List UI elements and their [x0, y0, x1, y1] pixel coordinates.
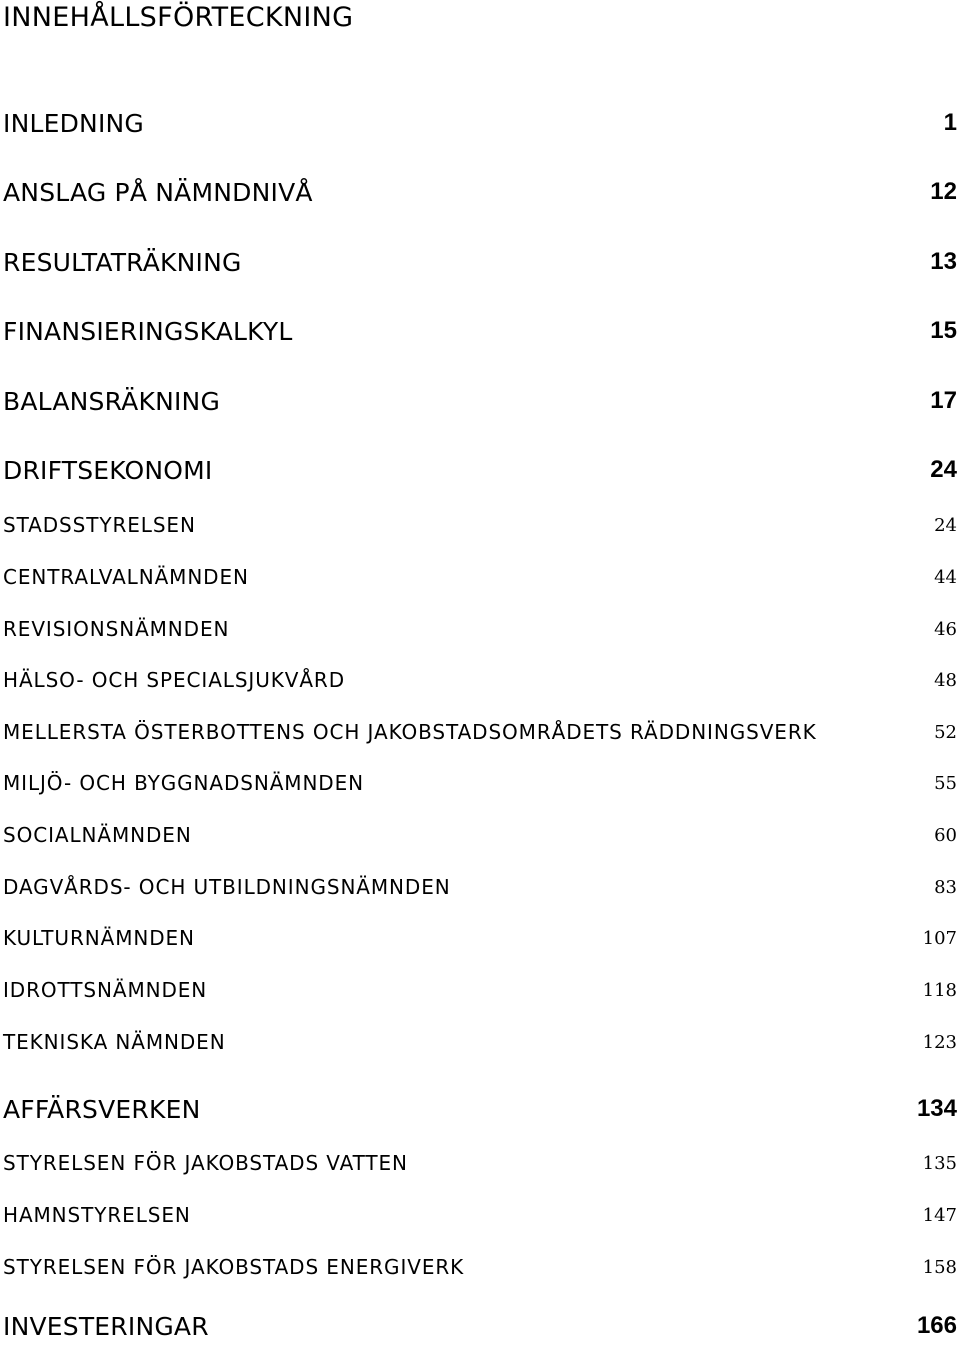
toc-entry-page: 1 — [943, 109, 957, 136]
toc-entry-page: 107 — [922, 927, 957, 949]
toc-entry[interactable] — [3, 815, 957, 855]
toc-entry-page: 135 — [922, 1152, 957, 1174]
toc-entry-page: 24 — [930, 456, 957, 483]
page-title: INNEHÅLLSFÖRTECKNING — [3, 2, 354, 33]
toc-entry[interactable] — [3, 450, 957, 490]
toc-entry-label: INLEDNING — [3, 108, 144, 138]
toc-entry-page: 118 — [922, 979, 957, 1001]
toc-entry-page: 83 — [934, 876, 957, 898]
toc-entry-label: CENTRALVALNÄMNDEN — [3, 565, 249, 589]
toc-entry-page: 24 — [934, 514, 957, 536]
toc-entry-page: 15 — [930, 317, 957, 344]
toc-entry-label: HÄLSO- OCH SPECIALSJUKVÅRD — [3, 668, 346, 692]
toc-entry[interactable] — [3, 918, 957, 958]
toc-entry-label: REVISIONSNÄMNDEN — [3, 617, 230, 641]
toc-entry-label: DRIFTSEKONOMI — [3, 455, 213, 485]
toc-entry-page: 44 — [934, 566, 957, 588]
toc-entry-label: KULTURNÄMNDEN — [3, 926, 195, 950]
toc-entry-page: 13 — [930, 248, 957, 275]
toc-entry-label: MELLERSTA ÖSTERBOTTENS OCH JAKOBSTADSOMRÅDETS RÄDDNINGSVERK — [3, 720, 817, 744]
toc-entry-page: 60 — [934, 824, 957, 846]
toc-entry-label: STADSSTYRELSEN — [3, 513, 196, 537]
toc-entry-label: STYRELSEN FÖR JAKOBSTADS VATTEN — [3, 1151, 408, 1175]
toc-entry[interactable] — [3, 867, 957, 907]
toc-entry[interactable] — [3, 505, 957, 545]
toc-entry-label: FINANSIERINGSKALKYL — [3, 316, 293, 346]
toc-entry-label: IDROTTSNÄMNDEN — [3, 978, 208, 1002]
toc-entry[interactable] — [3, 103, 957, 143]
toc-entry[interactable] — [3, 381, 957, 421]
toc-entry[interactable] — [3, 1089, 957, 1129]
toc-entry[interactable] — [3, 763, 957, 803]
toc-entry-label: BALANSRÄKNING — [3, 386, 221, 416]
toc-entry[interactable] — [3, 970, 957, 1010]
toc-entry-label: RESULTATRÄKNING — [3, 247, 242, 277]
toc-entry-page: 52 — [934, 721, 957, 743]
toc-entry-label: TEKNISKA NÄMNDEN — [3, 1030, 226, 1054]
toc-entry[interactable] — [3, 660, 957, 700]
toc-entry[interactable] — [3, 242, 957, 282]
toc-entry-page: 55 — [934, 772, 957, 794]
toc-entry[interactable] — [3, 1195, 957, 1235]
toc-entry[interactable] — [3, 1143, 957, 1183]
toc-entry[interactable] — [3, 609, 957, 649]
toc-entry-label: MILJÖ- OCH BYGGNADSNÄMNDEN — [3, 771, 365, 795]
toc-entry[interactable] — [3, 1247, 957, 1287]
toc-entry-page: 12 — [930, 178, 957, 205]
toc-entry-label: STYRELSEN FÖR JAKOBSTADS ENERGIVERK — [3, 1255, 465, 1279]
toc-entry-page: 158 — [922, 1256, 957, 1278]
toc-entry-page: 48 — [934, 669, 957, 691]
toc-entry-page: 134 — [916, 1095, 957, 1122]
toc-entry-page: 17 — [930, 387, 957, 414]
toc-entry-label: AFFÄRSVERKEN — [3, 1094, 201, 1124]
toc-entry[interactable] — [3, 172, 957, 212]
toc-entry-page: 123 — [922, 1031, 957, 1053]
toc-entry[interactable] — [3, 1306, 957, 1346]
toc-entry-page: 147 — [922, 1204, 957, 1226]
toc-entry[interactable] — [3, 311, 957, 351]
toc-entry-page: 166 — [916, 1312, 957, 1339]
toc-entry-page: 46 — [934, 618, 957, 640]
toc-entry-label: HAMNSTYRELSEN — [3, 1203, 191, 1227]
toc-entry-label: INVESTERINGAR — [3, 1311, 209, 1341]
toc-entry[interactable] — [3, 712, 957, 752]
toc-entry[interactable] — [3, 557, 957, 597]
toc-entry-label: DAGVÅRDS- OCH UTBILDNINGSNÄMNDEN — [3, 875, 451, 899]
toc-entry-label: SOCIALNÄMNDEN — [3, 823, 192, 847]
toc-entry[interactable] — [3, 1022, 957, 1062]
toc-entry-label: ANSLAG PÅ NÄMNDNIVÅ — [3, 177, 313, 207]
